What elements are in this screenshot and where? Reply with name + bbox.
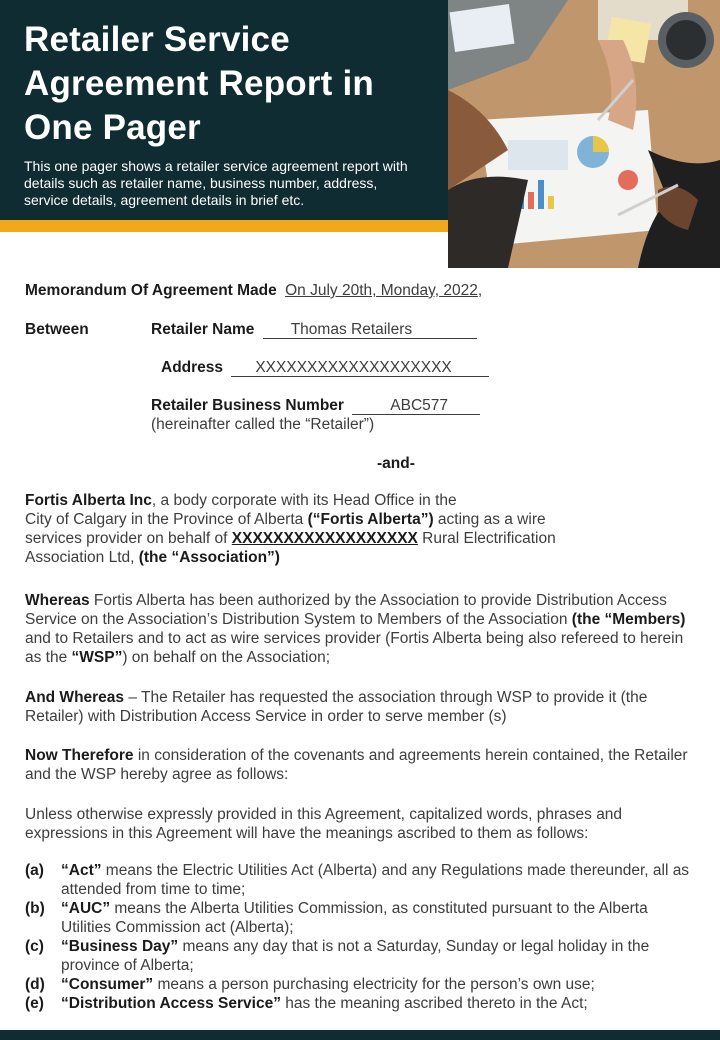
whereas-text-3: ) on behalf on the Association; xyxy=(122,649,331,666)
definition-text: means a person purchasing electricity for the person’s own use; xyxy=(153,976,595,993)
definition-term: “Act” xyxy=(61,862,102,879)
definition-text: means any day that is not a Saturday, Sunday or legal holiday in the province of Alberta; xyxy=(61,938,650,974)
definition-text: means the Electric Utilities Act (Alberta) and any Regulations made thereunder, all as attended from time to time; xyxy=(61,862,690,898)
fortis-term-2: (the “Association”) xyxy=(138,549,280,566)
whereas-lead: Whereas xyxy=(25,592,90,609)
now-therefore-lead: Now Therefore xyxy=(25,747,134,764)
footer-bar xyxy=(0,1030,720,1040)
whereas-term-1: (the “Members) xyxy=(571,611,686,628)
fortis-text-6: Association Ltd, xyxy=(25,549,139,566)
fortis-placeholder: XXXXXXXXXXXXXXXXXX xyxy=(231,530,418,547)
definition-key: (a) xyxy=(25,862,44,879)
page-subtitle: This one pager shows a retailer service agreement report with details such as retailer name, business number, address, service details, agreement details in brief etc. xyxy=(24,158,408,208)
business-number-value: ABC577 xyxy=(352,398,480,415)
whereas-text-2: and to Retailers and to act as wire services provider (Fortis Alberta being also refereed to herein as the xyxy=(25,630,684,666)
memorandum-date: On July 20th, Monday, 2022 xyxy=(285,282,478,299)
memorandum-line xyxy=(25,281,482,300)
address-row xyxy=(161,358,489,377)
and-whereas-lead: And Whereas xyxy=(25,689,125,706)
definition-item xyxy=(25,994,695,1013)
and-whereas-text: – The Retailer has requested the association through WSP to provide it (the Retailer) with Distribution Access Service in order to serve member (s) xyxy=(25,689,648,725)
memorandum-label: Memorandum Of Agreement Made xyxy=(25,282,277,299)
definitions-list xyxy=(25,861,695,1013)
fortis-text-1: , a body corporate with its Head Office in the xyxy=(151,492,457,509)
whereas-text-1: Fortis Alberta has been authorized by the Association to provide Distribution Access Service on the Association’s Distribution System to Members of the Association xyxy=(25,592,667,628)
definition-term: “Business Day” xyxy=(61,938,179,955)
definition-term: “AUC” xyxy=(61,900,111,917)
unless-paragraph: Unless otherwise expressly provided in this Agreement, capitalized words, phrases and expressions in this Agreement will have the meanings ascribed to them as follows: xyxy=(25,806,623,842)
business-number-label: Retailer Business Number xyxy=(151,397,344,414)
hereinafter-text: (hereinafter called the “Retailer”) xyxy=(151,416,375,433)
definition-key: (b) xyxy=(25,900,45,917)
fortis-paragraph xyxy=(25,491,695,567)
definition-text: has the meaning ascribed thereto in the Act; xyxy=(280,995,588,1012)
definition-key: (d) xyxy=(25,976,45,993)
and-text: -and- xyxy=(377,455,415,472)
definition-key: (c) xyxy=(25,938,44,955)
definition-item xyxy=(25,861,695,899)
address-value: XXXXXXXXXXXXXXXXXXX xyxy=(231,360,489,377)
page-title: Retailer Service Agreement Report in One Pager xyxy=(24,20,374,147)
fortis-text-4: services provider on behalf of xyxy=(25,530,232,547)
and-separator xyxy=(377,454,415,473)
whereas-term-2: “WSP” xyxy=(71,649,123,666)
definition-text: means the Alberta Utilities Commission, as constituted pursuant to the Alberta Utilities Commission act (Alberta); xyxy=(61,900,648,936)
address-label: Address xyxy=(161,359,224,376)
fortis-text-5: Rural Electrification xyxy=(417,530,556,547)
now-therefore-text: in consideration of the covenants and agreements herein contained, the Retailer and the WSP hereby agree as follows: xyxy=(25,747,688,783)
between-text: Between xyxy=(25,321,89,338)
now-therefore-paragraph xyxy=(25,746,695,784)
header-banner xyxy=(0,0,448,220)
definition-key: (e) xyxy=(25,995,44,1012)
definition-term: “Distribution Access Service” xyxy=(61,995,281,1012)
retailer-name-value: Thomas Retailers xyxy=(263,322,477,339)
retailer-name-row xyxy=(151,320,477,339)
memorandum-date-suffix: , xyxy=(477,282,483,299)
and-whereas-paragraph xyxy=(25,688,695,726)
fortis-name: Fortis Alberta Inc xyxy=(25,492,152,509)
definition-item xyxy=(25,975,695,994)
fortis-text-3: acting as a wire xyxy=(433,511,546,528)
business-number-row xyxy=(151,396,480,415)
header-photo xyxy=(448,0,720,268)
accent-bar xyxy=(0,220,448,232)
definition-item xyxy=(25,899,695,937)
fortis-term-1: (“Fortis Alberta”) xyxy=(307,511,434,528)
definition-item xyxy=(25,937,695,975)
fortis-text-2: City of Calgary in the Province of Alberta xyxy=(25,511,304,528)
meeting-photo-illustration xyxy=(448,0,720,268)
definition-term: “Consumer” xyxy=(61,976,154,993)
retailer-name-label: Retailer Name xyxy=(151,321,255,338)
between-label xyxy=(25,320,89,339)
whereas-paragraph xyxy=(25,591,695,667)
